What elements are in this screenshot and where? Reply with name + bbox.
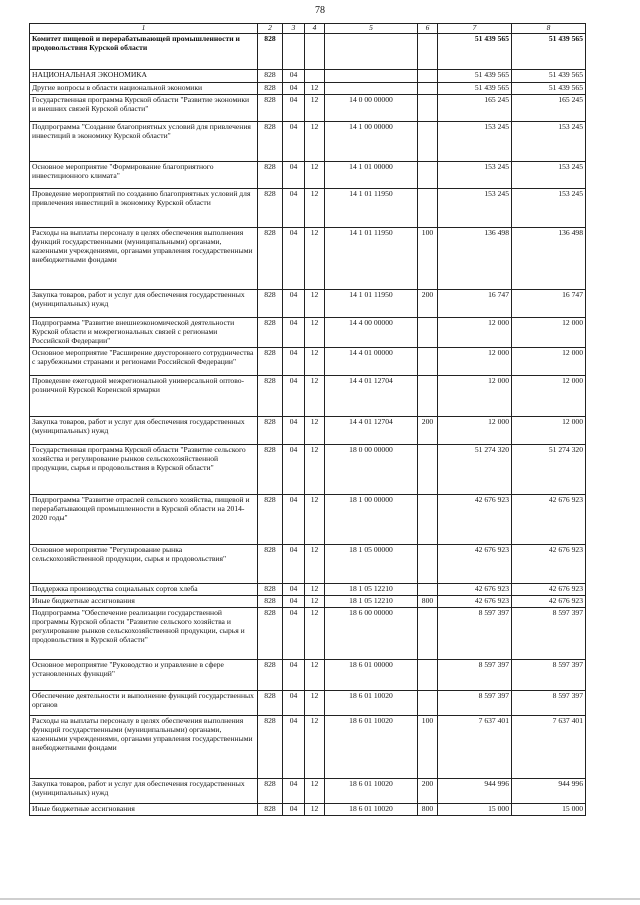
ministry-code: 828 (258, 690, 283, 715)
section-code: 04 (283, 494, 305, 544)
target-article-code: 14 4 01 12704 (325, 416, 418, 444)
section-code: 04 (283, 607, 305, 659)
ministry-code: 828 (258, 82, 283, 94)
section-code: 04 (283, 227, 305, 289)
amount-year-2: 42 676 923 (512, 494, 586, 544)
section-code: 04 (283, 317, 305, 347)
subsection-code: 12 (305, 347, 325, 375)
column-number-row (30, 24, 586, 34)
page-bottom-divider (0, 898, 640, 900)
subsection-code: 12 (305, 317, 325, 347)
page-number: 78 (315, 5, 325, 16)
expense-type-code (418, 583, 438, 595)
subsection-code: 12 (305, 227, 325, 289)
table-row (30, 416, 586, 444)
subsection-code: 12 (305, 289, 325, 317)
target-article-code: 18 6 01 00000 (325, 659, 418, 690)
amount-year-2: 51 274 320 (512, 444, 586, 494)
target-article-code (325, 69, 418, 82)
row-name: Поддержка производства социальных сортов хлеба (30, 583, 258, 595)
expense-type-code (418, 33, 438, 69)
column-number: 2 (258, 24, 283, 34)
target-article-code: 14 4 00 00000 (325, 317, 418, 347)
subsection-code: 12 (305, 416, 325, 444)
table-row (30, 444, 586, 494)
amount-year-2: 8 597 397 (512, 659, 586, 690)
target-article-code: 18 1 00 00000 (325, 494, 418, 544)
amount-year-1: 153 245 (438, 121, 512, 161)
ministry-code: 828 (258, 317, 283, 347)
target-article-code: 18 1 05 12210 (325, 595, 418, 607)
subsection-code: 12 (305, 188, 325, 227)
ministry-code: 828 (258, 607, 283, 659)
row-name: Основное мероприятие "Регулирование рынка сельскохозяйственной продукции, сырья и продовольствия" (30, 544, 258, 583)
row-name: Государственная программа Курской области "Развитие сельского хозяйства и регулирование рынков сельскохозяйственной продукции, сырья и продовольствия в Курской области" (30, 444, 258, 494)
target-article-code: 18 1 05 12210 (325, 583, 418, 595)
expense-type-code (418, 444, 438, 494)
section-code: 04 (283, 82, 305, 94)
amount-year-1: 8 597 397 (438, 607, 512, 659)
section-code: 04 (283, 803, 305, 815)
subsection-code: 12 (305, 375, 325, 416)
table-row (30, 803, 586, 815)
ministry-code: 828 (258, 494, 283, 544)
row-name: Обеспечение деятельности и выполнение функций государственных органов (30, 690, 258, 715)
amount-year-1: 153 245 (438, 188, 512, 227)
amount-year-1: 165 245 (438, 94, 512, 121)
amount-year-1: 7 637 401 (438, 715, 512, 778)
subsection-code: 12 (305, 494, 325, 544)
ministry-code: 828 (258, 161, 283, 188)
expense-type-code: 200 (418, 778, 438, 803)
subsection-code: 12 (305, 583, 325, 595)
target-article-code (325, 33, 418, 69)
column-number: 8 (512, 24, 586, 34)
subsection-code: 12 (305, 803, 325, 815)
row-name: Иные бюджетные ассигнования (30, 595, 258, 607)
amount-year-2: 165 245 (512, 94, 586, 121)
row-name: Закупка товаров, работ и услуг для обеспечения государственных (муниципальных) нужд (30, 289, 258, 317)
target-article-code: 14 1 00 00000 (325, 121, 418, 161)
section-code: 04 (283, 690, 305, 715)
row-name: Подпрограмма "Создание благоприятных условий для привлечения инвестиций в экономику Курской области" (30, 121, 258, 161)
amount-year-1: 42 676 923 (438, 544, 512, 583)
section-code: 04 (283, 121, 305, 161)
expense-type-code (418, 94, 438, 121)
ministry-code: 828 (258, 188, 283, 227)
expense-type-code: 200 (418, 289, 438, 317)
amount-year-1: 51 439 565 (438, 33, 512, 69)
section-code: 04 (283, 375, 305, 416)
amount-year-2: 153 245 (512, 188, 586, 227)
row-name: Государственная программа Курской области "Развитие экономики и внешних связей Курской области" (30, 94, 258, 121)
column-number: 3 (283, 24, 305, 34)
amount-year-1: 8 597 397 (438, 690, 512, 715)
target-article-code: 14 4 01 12704 (325, 375, 418, 416)
table-row (30, 33, 586, 69)
table-row (30, 607, 586, 659)
subsection-code: 12 (305, 659, 325, 690)
expense-type-code: 800 (418, 803, 438, 815)
ministry-code: 828 (258, 227, 283, 289)
amount-year-2: 15 000 (512, 803, 586, 815)
subsection-code: 12 (305, 595, 325, 607)
row-name: Проведение ежегодной межрегиональной универсальной оптово-розничной Курской Коренской ярмарки (30, 375, 258, 416)
column-number: 1 (30, 24, 258, 34)
amount-year-1: 16 747 (438, 289, 512, 317)
row-name: Расходы на выплаты персоналу в целях обеспечения выполнения функций государственными (муниципальными) органами, казенными учреждениями, органами управления государственными внебюджетными фондами (30, 715, 258, 778)
section-code: 04 (283, 161, 305, 188)
expense-type-code (418, 494, 438, 544)
amount-year-2: 16 747 (512, 289, 586, 317)
amount-year-2: 51 439 565 (512, 33, 586, 69)
table-row (30, 715, 586, 778)
section-code: 04 (283, 416, 305, 444)
target-article-code: 14 4 01 00000 (325, 347, 418, 375)
section-code: 04 (283, 289, 305, 317)
amount-year-2: 136 498 (512, 227, 586, 289)
amount-year-1: 153 245 (438, 161, 512, 188)
table-row (30, 778, 586, 803)
target-article-code: 18 1 05 00000 (325, 544, 418, 583)
amount-year-2: 12 000 (512, 317, 586, 347)
section-code: 04 (283, 595, 305, 607)
expense-type-code (418, 607, 438, 659)
expense-type-code (418, 347, 438, 375)
row-name: Подпрограмма "Развитие отраслей сельского хозяйства, пищевой и перерабатывающей промышленности в Курской области на 2014-2020 годы" (30, 494, 258, 544)
ministry-code: 828 (258, 715, 283, 778)
expense-type-code: 200 (418, 416, 438, 444)
target-article-code: 18 6 01 10020 (325, 803, 418, 815)
expense-type-code: 100 (418, 227, 438, 289)
expense-type-code (418, 659, 438, 690)
ministry-code: 828 (258, 121, 283, 161)
section-code: 04 (283, 659, 305, 690)
ministry-code: 828 (258, 544, 283, 583)
expense-type-code: 800 (418, 595, 438, 607)
amount-year-1: 12 000 (438, 347, 512, 375)
ministry-code: 828 (258, 778, 283, 803)
subsection-code: 12 (305, 778, 325, 803)
ministry-code: 828 (258, 94, 283, 121)
amount-year-2: 8 597 397 (512, 607, 586, 659)
row-name: Закупка товаров, работ и услуг для обеспечения государственных (муниципальных) нужд (30, 416, 258, 444)
ministry-code: 828 (258, 347, 283, 375)
subsection-code: 12 (305, 444, 325, 494)
amount-year-1: 42 676 923 (438, 595, 512, 607)
amount-year-1: 12 000 (438, 416, 512, 444)
row-name: Комитет пищевой и перерабатывающей промышленности и продовольствия Курской области (30, 33, 258, 69)
table-row (30, 82, 586, 94)
row-name: Основное мероприятие "Расширение двустороннего сотрудничества с зарубежными странами и регионами Российской Федерации" (30, 347, 258, 375)
row-name: НАЦИОНАЛЬНАЯ ЭКОНОМИКА (30, 69, 258, 82)
column-number: 7 (438, 24, 512, 34)
section-code: 04 (283, 778, 305, 803)
amount-year-2: 42 676 923 (512, 544, 586, 583)
target-article-code: 14 0 00 00000 (325, 94, 418, 121)
section-code: 04 (283, 544, 305, 583)
expense-type-code: 100 (418, 715, 438, 778)
target-article-code: 18 6 00 00000 (325, 607, 418, 659)
row-name: Подпрограмма "Обеспечение реализации государственной программы Курской области "Развитие сельского хозяйства и регулирование рынков сельскохозяйственной продукции, сырья и продовольствия в Курской области" (30, 607, 258, 659)
amount-year-2: 153 245 (512, 121, 586, 161)
table-row (30, 595, 586, 607)
row-name: Расходы на выплаты персоналу в целях обеспечения выполнения функций государственными (муниципальными) органами, казенными учреждениями, органами управления государственными внебюджетными фондами (30, 227, 258, 289)
table-row (30, 544, 586, 583)
column-number: 5 (325, 24, 418, 34)
budget-table (29, 23, 586, 816)
table-row (30, 347, 586, 375)
row-name: Закупка товаров, работ и услуг для обеспечения государственных (муниципальных) нужд (30, 778, 258, 803)
amount-year-2: 12 000 (512, 347, 586, 375)
subsection-code: 12 (305, 544, 325, 583)
ministry-code: 828 (258, 659, 283, 690)
subsection-code: 12 (305, 607, 325, 659)
target-article-code: 14 1 01 11950 (325, 227, 418, 289)
expense-type-code (418, 161, 438, 188)
ministry-code: 828 (258, 69, 283, 82)
expense-type-code (418, 82, 438, 94)
subsection-code: 12 (305, 94, 325, 121)
amount-year-2: 8 597 397 (512, 690, 586, 715)
target-article-code: 14 1 01 11950 (325, 188, 418, 227)
table-row (30, 121, 586, 161)
table-row (30, 161, 586, 188)
expense-type-code (418, 188, 438, 227)
target-article-code: 18 6 01 10020 (325, 715, 418, 778)
section-code: 04 (283, 188, 305, 227)
target-article-code: 18 6 01 10020 (325, 690, 418, 715)
ministry-code: 828 (258, 444, 283, 494)
amount-year-1: 12 000 (438, 317, 512, 347)
table-row (30, 659, 586, 690)
subsection-code (305, 69, 325, 82)
table-row (30, 583, 586, 595)
subsection-code: 12 (305, 121, 325, 161)
amount-year-1: 51 439 565 (438, 69, 512, 82)
expense-type-code (418, 121, 438, 161)
row-name: Основное мероприятие "Формирование благоприятного инвестиционного климата" (30, 161, 258, 188)
ministry-code: 828 (258, 803, 283, 815)
amount-year-2: 153 245 (512, 161, 586, 188)
row-name: Другие вопросы в области национальной экономики (30, 82, 258, 94)
row-name: Основное мероприятие "Руководство и управление в сфере установленных функций" (30, 659, 258, 690)
table-row (30, 94, 586, 121)
section-code: 04 (283, 94, 305, 121)
subsection-code: 12 (305, 82, 325, 94)
expense-type-code (418, 69, 438, 82)
subsection-code: 12 (305, 715, 325, 778)
target-article-code: 14 1 01 00000 (325, 161, 418, 188)
amount-year-2: 944 996 (512, 778, 586, 803)
table-row (30, 188, 586, 227)
ministry-code: 828 (258, 583, 283, 595)
table-row (30, 289, 586, 317)
row-name: Иные бюджетные ассигнования (30, 803, 258, 815)
ministry-code: 828 (258, 289, 283, 317)
table-row (30, 227, 586, 289)
target-article-code: 14 1 01 11950 (325, 289, 418, 317)
ministry-code: 828 (258, 33, 283, 69)
section-code: 04 (283, 583, 305, 595)
ministry-code: 828 (258, 375, 283, 416)
expense-type-code (418, 375, 438, 416)
amount-year-1: 8 597 397 (438, 659, 512, 690)
ministry-code: 828 (258, 416, 283, 444)
subsection-code: 12 (305, 690, 325, 715)
section-code: 04 (283, 347, 305, 375)
target-article-code: 18 0 00 00000 (325, 444, 418, 494)
amount-year-1: 944 996 (438, 778, 512, 803)
subsection-code: 12 (305, 161, 325, 188)
amount-year-2: 51 439 565 (512, 82, 586, 94)
ministry-code: 828 (258, 595, 283, 607)
amount-year-2: 42 676 923 (512, 595, 586, 607)
row-name: Подпрограмма "Развитие внешнеэкономической деятельности Курской области и межрегиональных связей с регионами Российской Федерации" (30, 317, 258, 347)
target-article-code: 18 6 01 10020 (325, 778, 418, 803)
expense-type-code (418, 544, 438, 583)
table-row (30, 317, 586, 347)
section-code: 04 (283, 715, 305, 778)
expense-type-code (418, 317, 438, 347)
amount-year-2: 7 637 401 (512, 715, 586, 778)
table-row (30, 69, 586, 82)
amount-year-1: 51 439 565 (438, 82, 512, 94)
table-row (30, 494, 586, 544)
target-article-code (325, 82, 418, 94)
section-code: 04 (283, 444, 305, 494)
expense-type-code (418, 690, 438, 715)
section-code: 04 (283, 69, 305, 82)
amount-year-2: 12 000 (512, 375, 586, 416)
amount-year-1: 12 000 (438, 375, 512, 416)
table-row (30, 375, 586, 416)
column-number: 4 (305, 24, 325, 34)
amount-year-1: 136 498 (438, 227, 512, 289)
amount-year-2: 51 439 565 (512, 69, 586, 82)
subsection-code (305, 33, 325, 69)
amount-year-1: 51 274 320 (438, 444, 512, 494)
row-name: Проведение мероприятий по созданию благоприятных условий для привлечения инвестиций в экономику Курской области (30, 188, 258, 227)
column-number: 6 (418, 24, 438, 34)
amount-year-2: 12 000 (512, 416, 586, 444)
section-code (283, 33, 305, 69)
amount-year-1: 42 676 923 (438, 583, 512, 595)
amount-year-2: 42 676 923 (512, 583, 586, 595)
amount-year-1: 42 676 923 (438, 494, 512, 544)
table-row (30, 690, 586, 715)
amount-year-1: 15 000 (438, 803, 512, 815)
